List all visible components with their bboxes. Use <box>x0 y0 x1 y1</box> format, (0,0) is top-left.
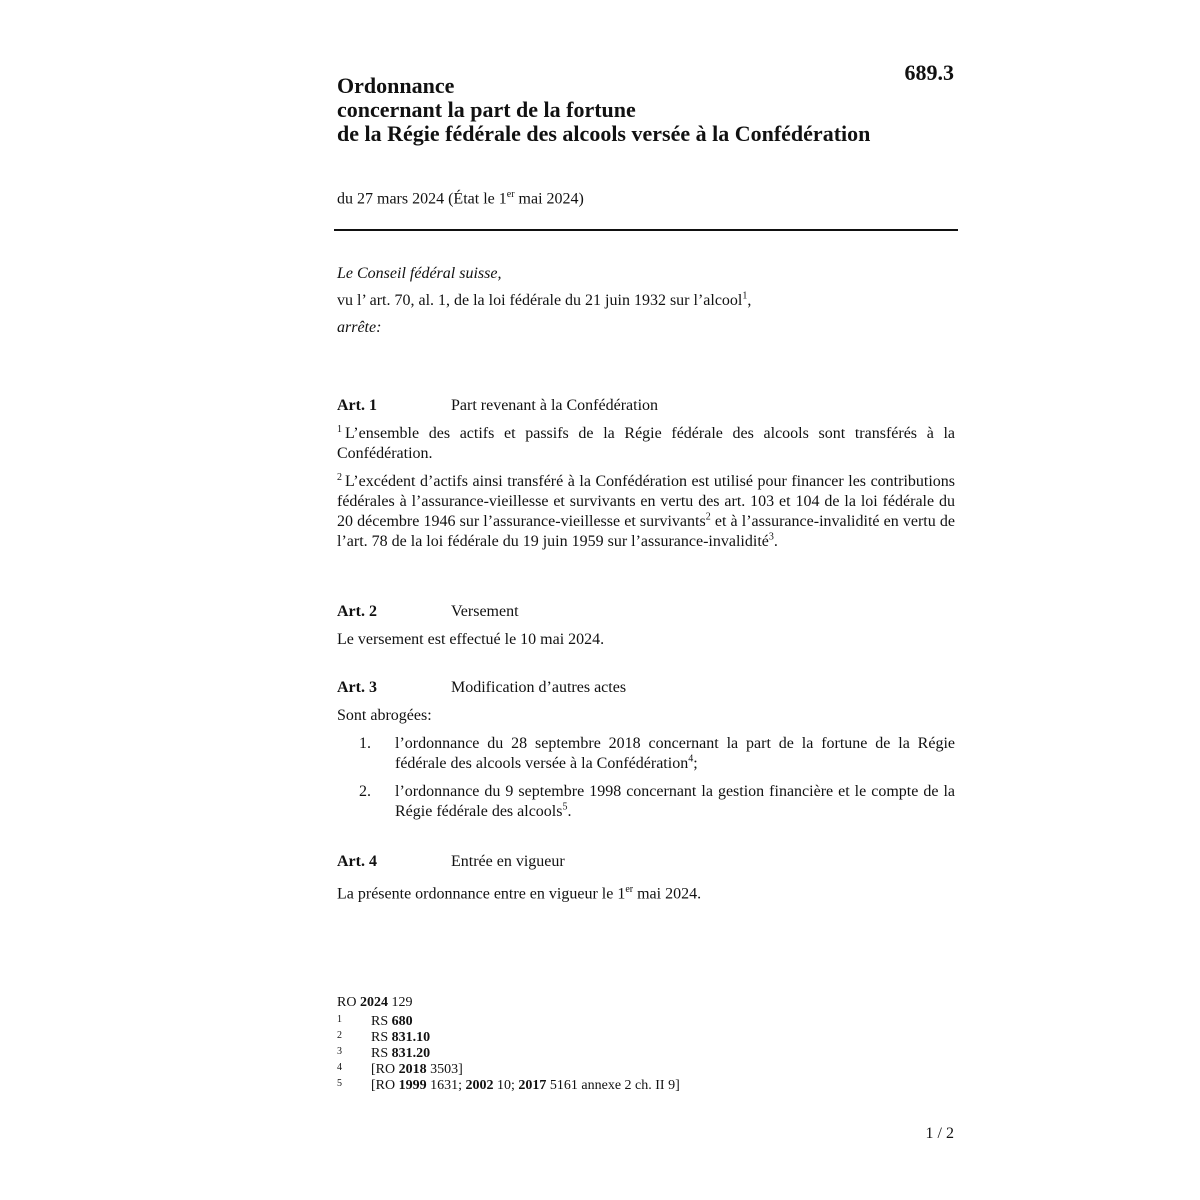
article-title: Versement <box>451 603 519 620</box>
paragraph: $^1$ L’ensemble des actifs et passifs de la Régie fédérale des alcools sont transférés à la Confédération. <box>337 423 955 462</box>
footnote: 1 RS 680 <box>337 1014 413 1029</box>
list-item: 1. l’ordonnance du 28 septembre 2018 concernant la part de la fortune de la Régie fédérale des alcools versée à la Confédération$^4$; <box>359 735 955 772</box>
article-heading <box>337 396 955 416</box>
footnote-ref[interactable]: 5 <box>562 801 568 813</box>
article-4 <box>337 852 955 912</box>
title-line: concernant la part de la fortune <box>337 97 636 122</box>
document-title <box>337 74 957 146</box>
paragraph: Sont abrogées: <box>337 707 432 724</box>
paragraph: $^2$ L’excédent d’actifs ainsi transféré à la Confédération est utilisé pour financer les contributions fédérales à l’assurance-vieillesse et survivants en vertu des art. 103 et 104 de la loi fédérale du 20 décembre 1946 sur l’assurance-vieillesse et survivants$^2$ et à l’assurance-invalidité en vertu de l’art. 78 de la loi fédérale du 19 juin 1959 sur l’assurance-invalidité$^3$. <box>337 471 955 550</box>
article-heading <box>337 852 955 872</box>
footnote: 3 RS 831.20 <box>337 1046 431 1061</box>
date-line: du 27 mars 2024 (État le 1er mai 2024) <box>337 189 584 208</box>
article-1 <box>337 396 955 560</box>
footnotes <box>337 1014 680 1094</box>
article-heading <box>337 678 955 698</box>
article-number: Art. 2 <box>337 603 377 620</box>
sr-number: 689.3 <box>904 60 954 85</box>
list-item: 2. l’ordonnance du 9 septembre 1998 concernant la gestion financière et le compte de la Régie fédérale des alcools$^5$. <box>359 783 955 820</box>
preamble-decree: arrête: <box>337 319 382 336</box>
article-title: Modification d’autres actes <box>451 679 627 696</box>
article-number: Art. 1 <box>337 397 377 414</box>
footnote-ref[interactable]: 4 <box>688 753 694 765</box>
title-line: de la Régie fédérale des alcools versée à la Confédération <box>337 121 871 146</box>
footnote-ref[interactable]: 3 <box>768 531 774 543</box>
article-heading <box>337 602 955 622</box>
paragraph: La présente ordonnance entre en vigueur le 1er mai 2024. <box>337 884 702 903</box>
article-2 <box>337 602 955 658</box>
ro-reference: RO 2024 129 <box>337 995 413 1010</box>
article-number: Art. 3 <box>337 679 377 696</box>
header-divider <box>334 229 958 231</box>
preamble-authority: Le Conseil fédéral suisse, <box>337 265 502 282</box>
article-number: Art. 4 <box>337 853 377 870</box>
footnote: 4 [RO 2018 3503] <box>337 1062 463 1077</box>
preamble <box>337 260 957 341</box>
article-title: Part revenant à la Confédération <box>451 397 659 414</box>
footnote-ref[interactable]: 1 <box>742 290 748 302</box>
footnote: 2 RS 831.10 <box>337 1030 431 1045</box>
title-line: Ordonnance <box>337 73 455 98</box>
paragraph: Le versement est effectué le 10 mai 2024. <box>337 631 605 648</box>
footnote: 5 [RO 1999 1631; 2002 10; 2017 5161 annexe 2 ch. II 9] <box>337 1078 680 1093</box>
page-number: 1 / 2 <box>925 1125 954 1142</box>
article-title: Entrée en vigueur <box>451 853 565 870</box>
footnote-ref[interactable]: 2 <box>705 511 711 523</box>
article-3 <box>337 678 955 830</box>
preamble-basis: vu l’ art. 70, al. 1, de la loi fédérale du 21 juin 1932 sur l’alcool$^1$, <box>337 290 752 309</box>
